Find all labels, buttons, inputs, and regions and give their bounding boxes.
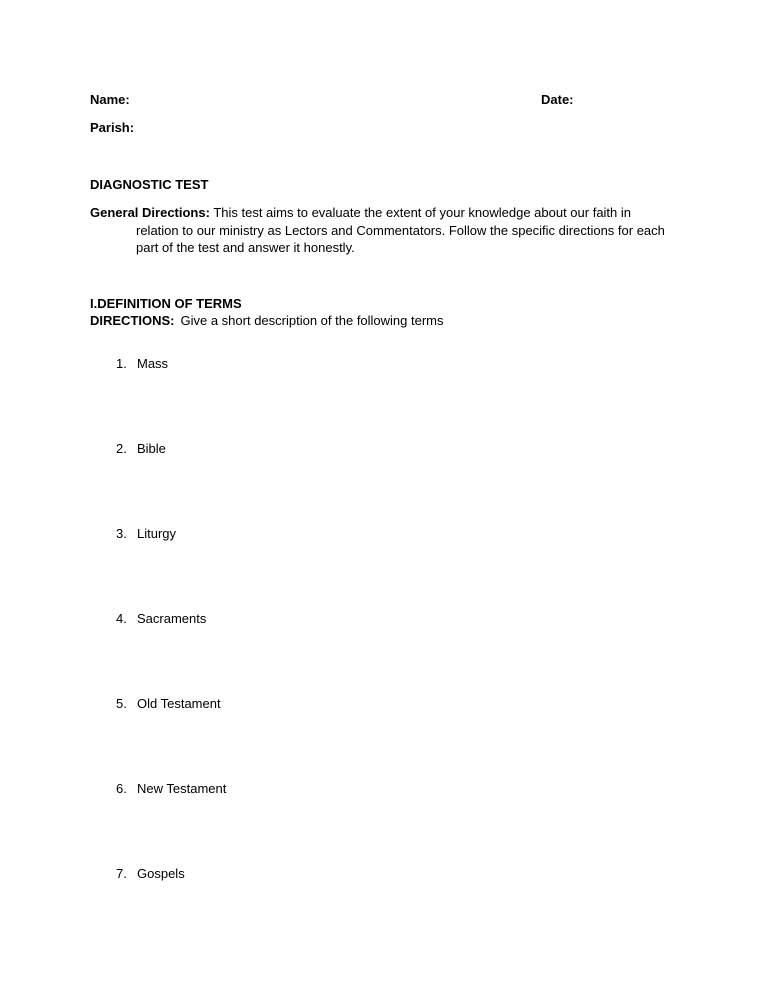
- term-list-item: [90, 440, 670, 458]
- date-label: Date:: [541, 92, 574, 107]
- term-label: Gospels: [137, 865, 185, 881]
- general-directions-label: General Directions:: [90, 205, 210, 220]
- term-list-item: [90, 525, 670, 543]
- term-list-item: [90, 695, 670, 713]
- term-label: Old Testament: [137, 695, 221, 711]
- term-label: New Testament: [137, 780, 227, 796]
- term-number: 2.: [116, 440, 127, 456]
- term-number: 1.: [116, 355, 127, 371]
- term-list-item: [90, 780, 670, 798]
- directions-text: Give a short description of the following terms: [180, 312, 444, 328]
- term-list-item: [90, 865, 670, 883]
- term-label: Bible: [137, 440, 166, 456]
- term-label: Mass: [137, 355, 169, 371]
- document-title: DIAGNOSTIC TEST: [90, 177, 209, 192]
- parish-label: Parish:: [90, 120, 135, 135]
- general-directions-text: This test aims to evaluate the extent of your knowledge about our faith in relation to our ministry as Lectors and Commentators. Follow the specific directions for each part of the test and answer it honestly.: [136, 205, 665, 255]
- directions-label: DIRECTIONS:: [90, 312, 175, 328]
- term-number: 6.: [116, 780, 127, 796]
- directions-row: [90, 312, 670, 329]
- terms-list: [90, 355, 670, 883]
- section-heading: I.DEFINITION OF TERMS: [90, 295, 242, 311]
- term-list-item: [90, 355, 670, 373]
- name-date-row: [90, 91, 670, 109]
- parish-row: [90, 119, 670, 137]
- term-label: Sacraments: [137, 610, 207, 626]
- term-number: 3.: [116, 525, 127, 541]
- term-label: Liturgy: [137, 525, 177, 541]
- term-number: 5.: [116, 695, 127, 711]
- general-directions-paragraph: [90, 204, 670, 257]
- term-number: 7.: [116, 865, 127, 881]
- term-list-item: [90, 610, 670, 628]
- name-label: Name:: [90, 92, 130, 107]
- term-number: 4.: [116, 610, 127, 626]
